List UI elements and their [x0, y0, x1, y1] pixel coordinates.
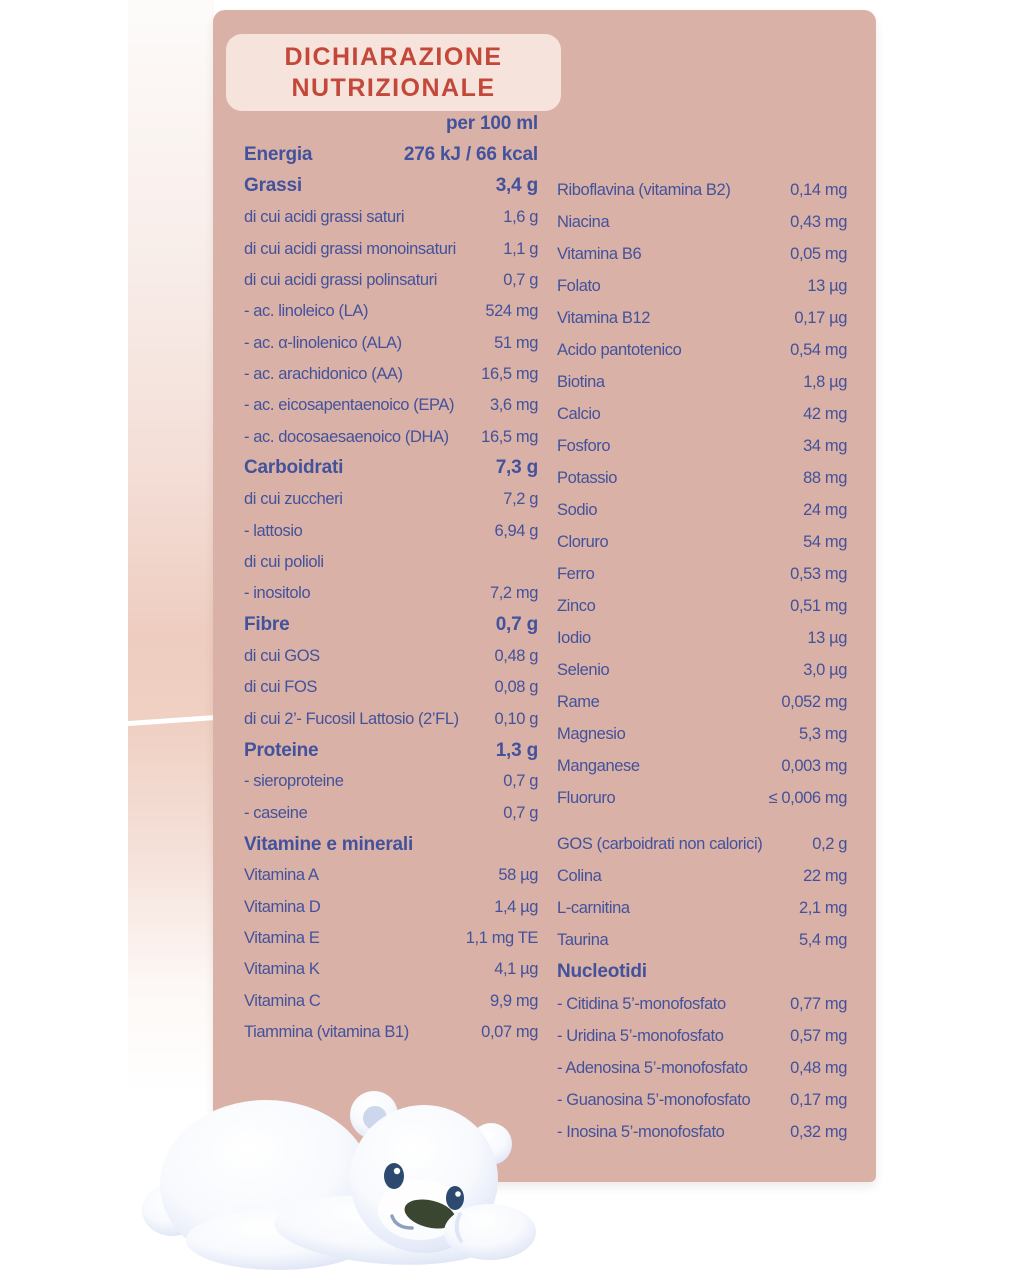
nutrient-row	[557, 174, 847, 206]
section-header-row	[244, 453, 538, 484]
nutrient-value: per 100 ml	[446, 112, 538, 134]
nutrient-label: Vitamina D	[244, 897, 321, 916]
nutrient-label: Vitamina B12	[557, 308, 651, 327]
nutrient-label: - lattosio	[244, 521, 303, 540]
nutrient-value: 16,5 mg	[481, 364, 538, 383]
nutrient-row	[557, 654, 847, 686]
nutrient-row	[557, 718, 847, 750]
nutrition-header-box	[226, 34, 561, 111]
section-header-row	[244, 610, 538, 641]
nutrient-row	[557, 988, 847, 1020]
nutrient-label: Selenio	[557, 660, 610, 679]
header-title-line1: DICHIARAZIONE	[284, 42, 503, 71]
nutrient-value: 0,17 mg	[790, 1090, 847, 1109]
nutrient-label: di cui GOS	[244, 647, 320, 666]
nutrient-row	[557, 334, 847, 366]
nutrient-row	[244, 265, 538, 296]
nutrient-label: - Adenosina 5’-monofosfato	[557, 1058, 748, 1077]
nutrient-row	[557, 366, 847, 398]
nutrient-label: - caseine	[244, 803, 308, 822]
nutrient-label: Cloruro	[557, 532, 609, 551]
nutrient-label: - ac. linoleico (LA)	[244, 302, 369, 321]
nutrient-row	[557, 1052, 847, 1084]
nutrient-row	[557, 206, 847, 238]
section-header-row	[244, 108, 538, 139]
nutrient-value: 0,77 mg	[790, 994, 847, 1013]
nutrient-value: 1,1 g	[503, 239, 538, 258]
nutrient-value: ≤ 0,006 mg	[768, 788, 847, 807]
nutrient-row	[244, 484, 538, 515]
nutrient-value: 5,3 mg	[798, 724, 847, 743]
nutrient-label: Grassi	[244, 175, 302, 197]
nutrient-value: 0,07 mg	[481, 1023, 538, 1042]
nutrient-row	[557, 860, 847, 892]
nutrient-value: 1,8 µg	[803, 372, 847, 391]
nutrient-label: Vitamina C	[244, 991, 321, 1010]
nutrient-value: 524 mg	[485, 302, 538, 321]
nutrient-row	[557, 462, 847, 494]
section-header-row	[244, 139, 538, 170]
nutrient-row	[244, 954, 538, 985]
nutrient-label: Tiammina (vitamina B1)	[244, 1023, 409, 1042]
nutrient-row	[557, 270, 847, 302]
nutrient-label: Vitamina B6	[557, 244, 642, 263]
nutrient-value: 0,48 mg	[790, 1058, 847, 1077]
nutrient-row	[557, 750, 847, 782]
nutrient-label: Fibre	[244, 614, 290, 636]
nutrient-value: 7,2 mg	[489, 584, 538, 603]
nutrient-label: Manganese	[557, 756, 640, 775]
nutrient-label: Fluoruro	[557, 788, 616, 807]
nutrient-value: 13 µg	[807, 276, 847, 295]
nutrient-label: - inositolo	[244, 584, 311, 603]
nutrient-label: Energia	[244, 144, 313, 166]
nutrient-label: di cui FOS	[244, 678, 318, 697]
nutrient-row	[244, 672, 538, 703]
nutrient-row	[244, 547, 538, 578]
nutrient-label: Nucleotidi	[557, 961, 647, 982]
right-column	[557, 174, 847, 1148]
nutrient-value: 1,1 mg TE	[465, 929, 538, 948]
left-column	[244, 108, 538, 1048]
nutrient-value: 0,54 mg	[790, 340, 847, 359]
nutrient-label: - sieroproteine	[244, 772, 344, 791]
nutrient-label: GOS (carboidrati non calorici)	[557, 834, 763, 853]
nutrient-row	[557, 302, 847, 334]
nutrient-label: di cui acidi grassi monoinsaturi	[244, 239, 456, 258]
section-header-row	[244, 735, 538, 766]
nutrient-row	[244, 860, 538, 891]
header-title-line2: NUTRIZIONALE	[291, 73, 496, 102]
nutrient-value: 9,9 mg	[489, 991, 538, 1010]
nutrient-label: Fosforo	[557, 436, 611, 455]
nutrient-value: 0,7 g	[495, 614, 538, 636]
nutrient-label: di cui polioli	[244, 552, 324, 571]
nutrient-label: - Inosina 5’-monofosfato	[557, 1122, 725, 1141]
nutrient-row	[557, 526, 847, 558]
nutrient-value: 0,10 g	[494, 709, 538, 728]
nutrient-value: 0,003 mg	[781, 756, 847, 775]
nutrient-value: 16,5 mg	[481, 427, 538, 446]
nutrient-value: 0,2 g	[812, 834, 847, 853]
nutrient-value: 0,53 mg	[790, 564, 847, 583]
nutrient-row	[557, 686, 847, 718]
nutrient-value: 0,48 g	[494, 647, 538, 666]
nutrient-row	[557, 1020, 847, 1052]
nutrient-value: 0,43 mg	[790, 212, 847, 231]
nutrient-label: Magnesio	[557, 724, 626, 743]
nutrient-label: Sodio	[557, 500, 598, 519]
nutrient-row	[557, 892, 847, 924]
nutrient-row	[557, 622, 847, 654]
nutrient-value: 5,4 mg	[798, 930, 847, 949]
nutrient-label: Niacina	[557, 212, 610, 231]
section-header-row	[557, 956, 847, 988]
nutrient-row	[244, 515, 538, 546]
nutrient-value: 51 mg	[494, 333, 538, 352]
nutrient-value: 0,05 mg	[790, 244, 847, 263]
polar-bear-body	[142, 1091, 536, 1272]
package-edge-highlight	[124, 715, 220, 727]
nutrient-row	[244, 390, 538, 421]
nutrient-value: 34 mg	[803, 436, 847, 455]
nutrient-row	[557, 590, 847, 622]
nutrient-row	[244, 986, 538, 1017]
package-edge-band	[128, 0, 214, 1095]
nutrient-value: 6,94 g	[494, 521, 538, 540]
nutrient-row	[244, 798, 538, 829]
nutrient-label: - ac. docosaesaenoico (DHA)	[244, 427, 449, 446]
nutrient-value: 0,7 g	[503, 803, 538, 822]
nutrient-value: 3,0 µg	[803, 660, 847, 679]
nutrient-label: di cui acidi grassi polinsaturi	[244, 270, 438, 289]
nutrient-value: 3,6 mg	[489, 396, 538, 415]
nutrient-label: Rame	[557, 692, 600, 711]
nutrient-row	[244, 704, 538, 735]
nutrient-label: di cui acidi grassi saturi	[244, 208, 405, 227]
nutrient-value: 24 mg	[803, 500, 847, 519]
nutrient-value: 0,17 µg	[794, 308, 847, 327]
nutrient-label: Ferro	[557, 564, 595, 583]
nutrient-label: Biotina	[557, 372, 605, 391]
nutrient-label: Calcio	[557, 404, 601, 423]
nutrient-row	[244, 1017, 538, 1048]
nutrient-row	[557, 782, 847, 814]
nutrient-value: 0,57 mg	[790, 1026, 847, 1045]
nutrient-row	[557, 1116, 847, 1148]
section-header-row	[244, 829, 538, 860]
nutrient-value: 0,052 mg	[781, 692, 847, 711]
nutrient-value: 3,4 g	[495, 175, 538, 197]
nutrient-row	[557, 558, 847, 590]
nutrient-label: Folato	[557, 276, 601, 295]
nutrient-label: di cui zuccheri	[244, 490, 343, 509]
nutrient-row	[557, 430, 847, 462]
nutrient-label: Vitamina K	[244, 960, 320, 979]
nutrient-value: 42 mg	[803, 404, 847, 423]
nutrient-row	[244, 233, 538, 264]
nutrient-value: 22 mg	[803, 866, 847, 885]
polar-bear-illustration	[138, 1082, 538, 1277]
nutrient-label: di cui 2’- Fucosil Lattosio (2’FL)	[244, 709, 459, 728]
nutrient-label: - ac. arachidonico (AA)	[244, 364, 403, 383]
nutrient-value: 0,51 mg	[790, 596, 847, 615]
nutrient-value: 88 mg	[803, 468, 847, 487]
nutrient-row	[244, 296, 538, 327]
nutrient-label: - ac. eicosapentaenoico (EPA)	[244, 396, 455, 415]
nutrient-value: 4,1 µg	[494, 960, 538, 979]
nutrient-value: 7,2 g	[503, 490, 538, 509]
nutrient-value: 1,4 µg	[494, 897, 538, 916]
nutrient-label: Colina	[557, 866, 602, 885]
nutrient-value: 0,14 mg	[790, 180, 847, 199]
nutrient-value: 0,08 g	[494, 678, 538, 697]
nutrient-label: L-carnitina	[557, 898, 630, 917]
nutrient-label: Zinco	[557, 596, 596, 615]
nutrient-row	[244, 421, 538, 452]
nutrient-row	[244, 327, 538, 358]
nutrient-value: 2,1 mg	[798, 898, 847, 917]
nutrient-value: 54 mg	[803, 532, 847, 551]
nutrient-row	[557, 828, 847, 860]
nutrient-label: Carboidrati	[244, 457, 344, 479]
nutrient-row	[244, 202, 538, 233]
nutrient-label: - Guanosina 5’-monofosfato	[557, 1090, 751, 1109]
nutrient-value: 13 µg	[807, 628, 847, 647]
nutrient-label: - ac. α-linolenico (ALA)	[244, 333, 402, 352]
nutrient-value: 58 µg	[498, 866, 538, 885]
nutrient-value: 0,7 g	[503, 772, 538, 791]
nutrient-value: 276 kJ / 66 kcal	[403, 144, 538, 166]
nutrient-row	[244, 923, 538, 954]
nutrient-value: 1,3 g	[495, 739, 538, 761]
nutrient-label: Potassio	[557, 468, 618, 487]
nutrient-label: Vitamina E	[244, 929, 320, 948]
nutrient-label: Taurina	[557, 930, 609, 949]
nutrient-value: 0,32 mg	[790, 1122, 847, 1141]
nutrient-label: - Uridina 5’-monofosfato	[557, 1026, 724, 1045]
nutrient-label: Vitamine e minerali	[244, 833, 414, 855]
nutrient-row	[244, 766, 538, 797]
nutrient-row	[244, 359, 538, 390]
nutrient-row	[557, 398, 847, 430]
section-header-row	[244, 171, 538, 202]
nutrient-label: Riboflavina (vitamina B2)	[557, 180, 731, 199]
nutrient-label: Acido pantotenico	[557, 340, 682, 359]
nutrient-value: 0,7 g	[503, 270, 538, 289]
nutrient-label: Iodio	[557, 628, 591, 647]
nutrient-label: - Citidina 5’-monofosfato	[557, 994, 726, 1013]
nutrient-row	[244, 892, 538, 923]
nutrient-row	[557, 924, 847, 956]
nutrient-row	[244, 578, 538, 609]
nutrient-row	[557, 494, 847, 526]
nutrient-row	[557, 238, 847, 270]
nutrient-value: 7,3 g	[495, 457, 538, 479]
nutrient-value: 1,6 g	[503, 208, 538, 227]
nutrient-row	[244, 641, 538, 672]
nutrient-row	[557, 1084, 847, 1116]
nutrient-label: Proteine	[244, 739, 319, 761]
nutrient-label: Vitamina A	[244, 866, 319, 885]
